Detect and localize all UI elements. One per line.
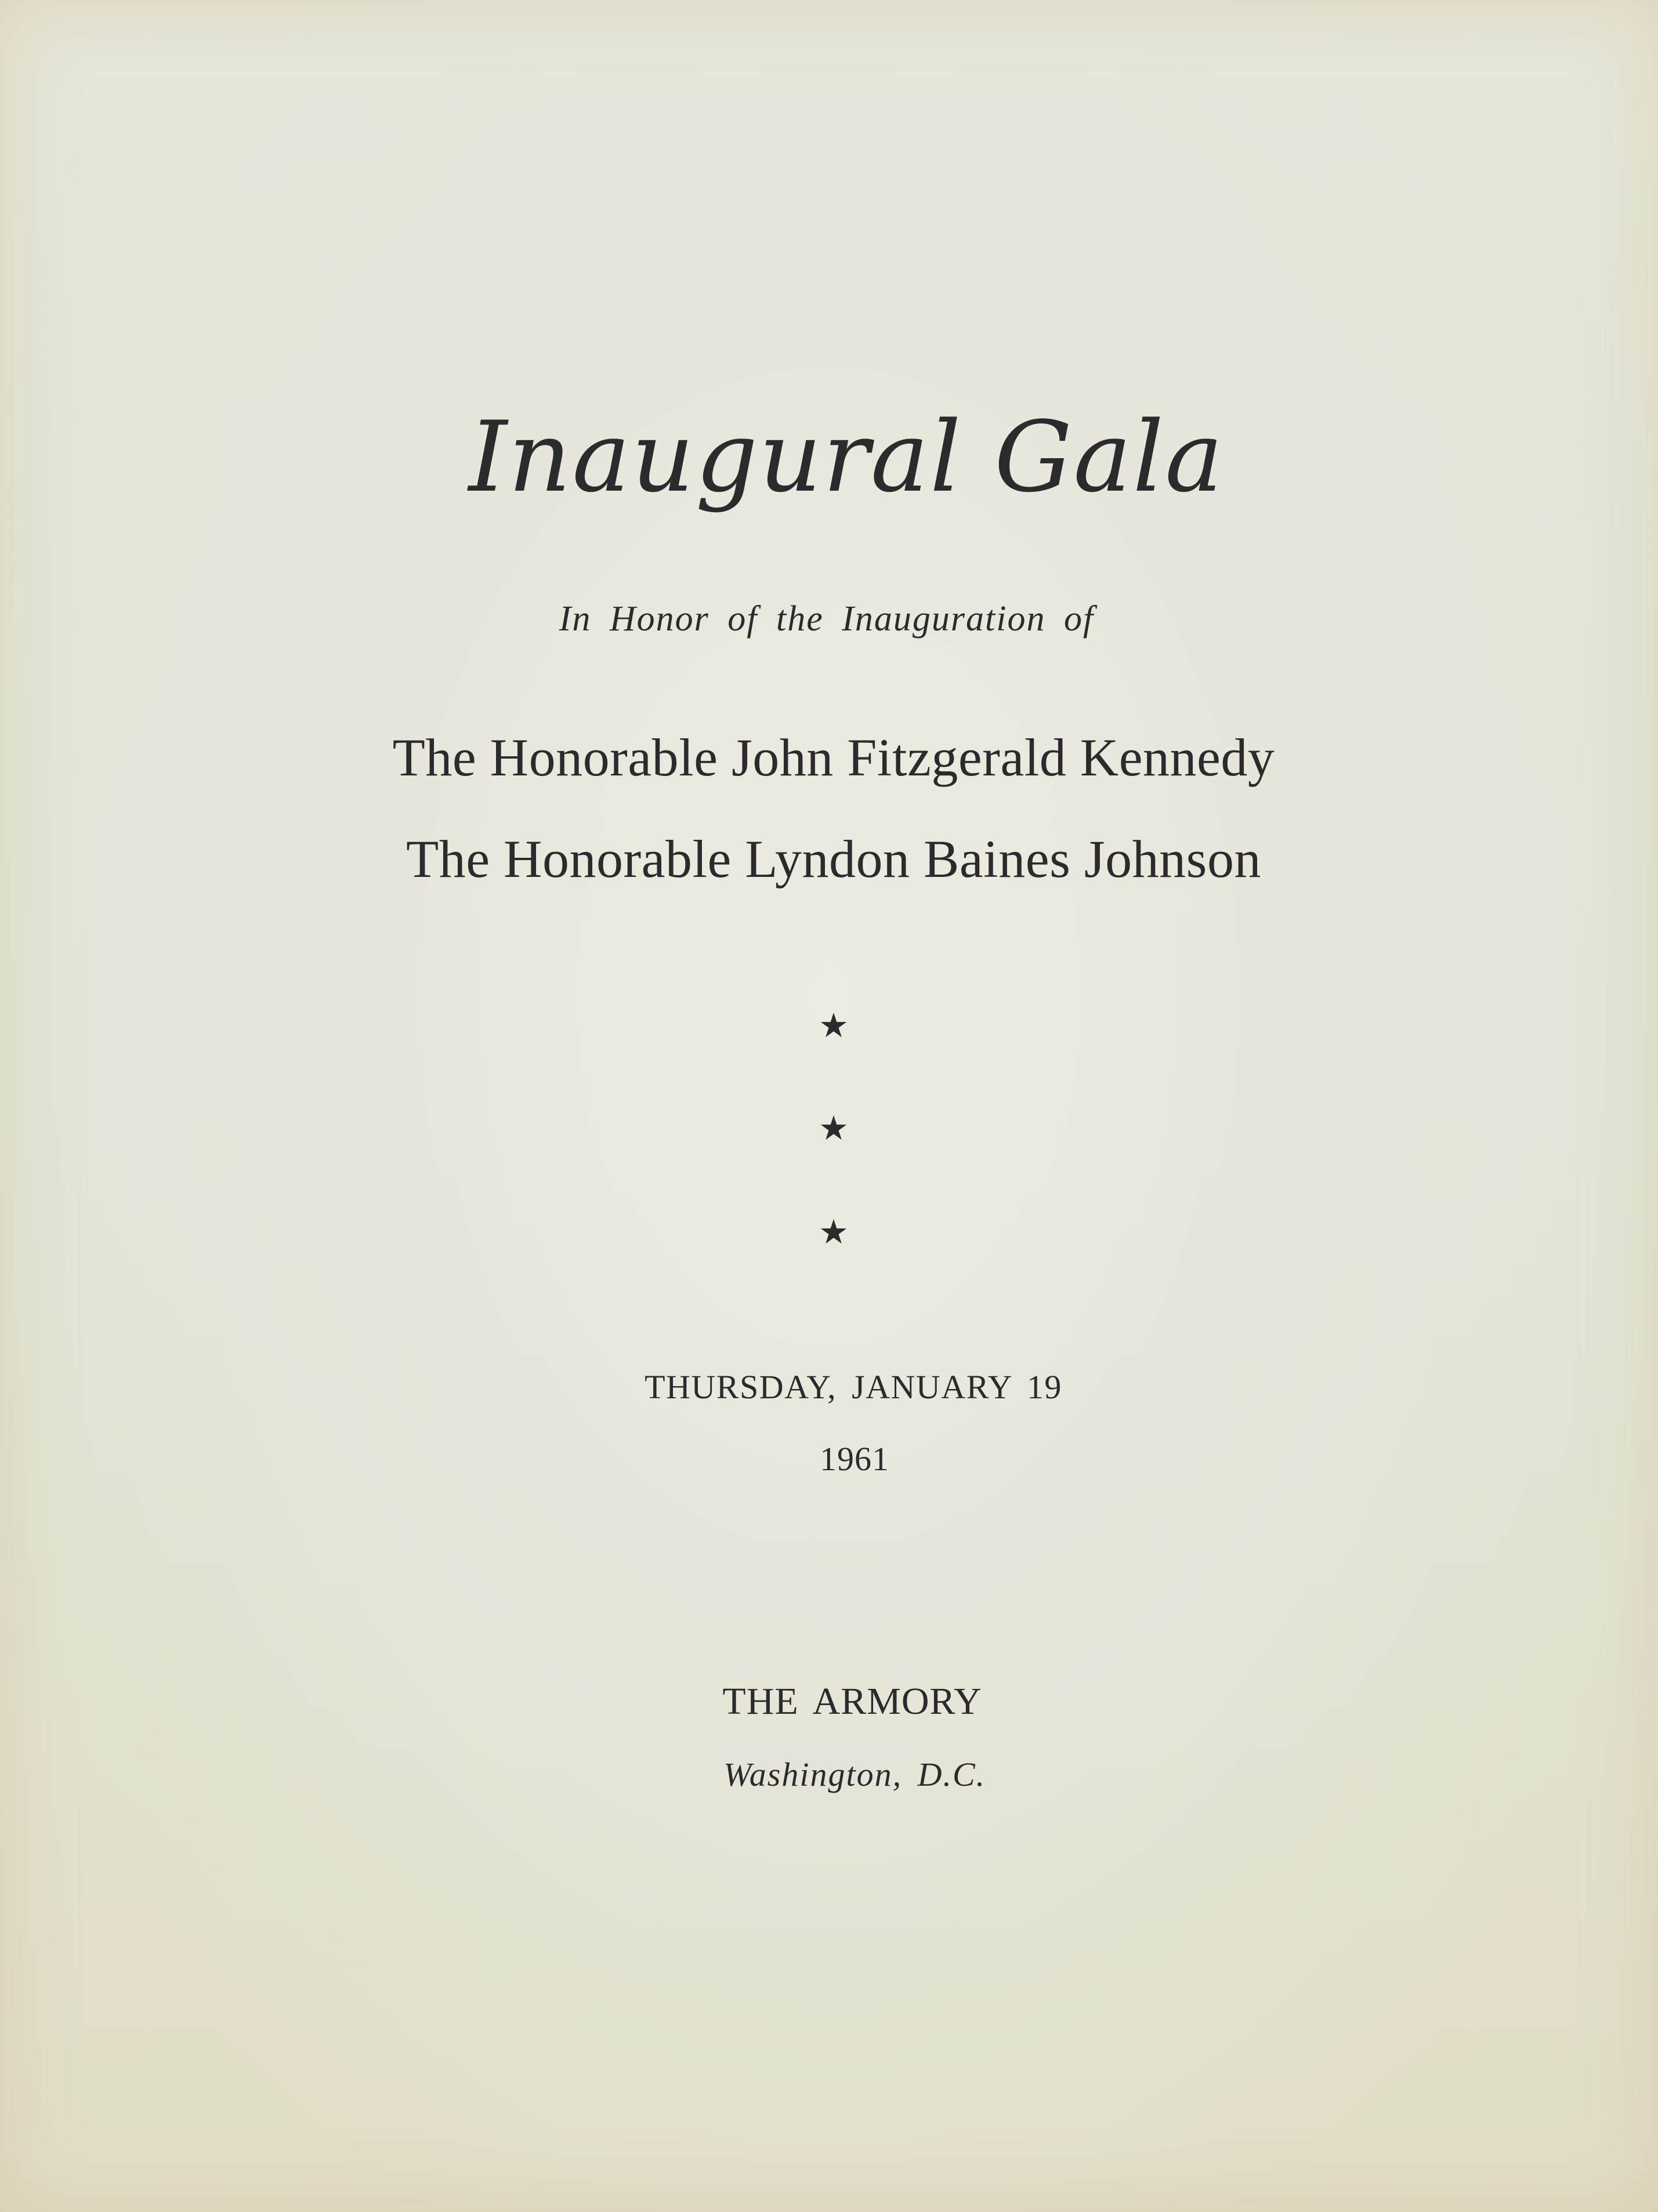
star-icon: ★	[819, 1108, 849, 1148]
page-title: Inaugural Gala	[468, 400, 1225, 514]
event-date: THURSDAY, JANUARY 19	[645, 1368, 1062, 1406]
star-icon: ★	[819, 1212, 849, 1252]
honor-subtitle: In Honor of the Inauguration of	[559, 599, 1095, 639]
event-year: 1961	[820, 1440, 889, 1478]
event-venue: THE ARMORY	[722, 1680, 982, 1723]
star-icon: ★	[819, 1006, 849, 1045]
honoree-kennedy: The Honorable John Fitzgerald Kennedy	[392, 728, 1275, 787]
event-city: Washington, D.C.	[723, 1756, 986, 1793]
honoree-johnson: The Honorable Lyndon Baines Johnson	[406, 829, 1261, 889]
